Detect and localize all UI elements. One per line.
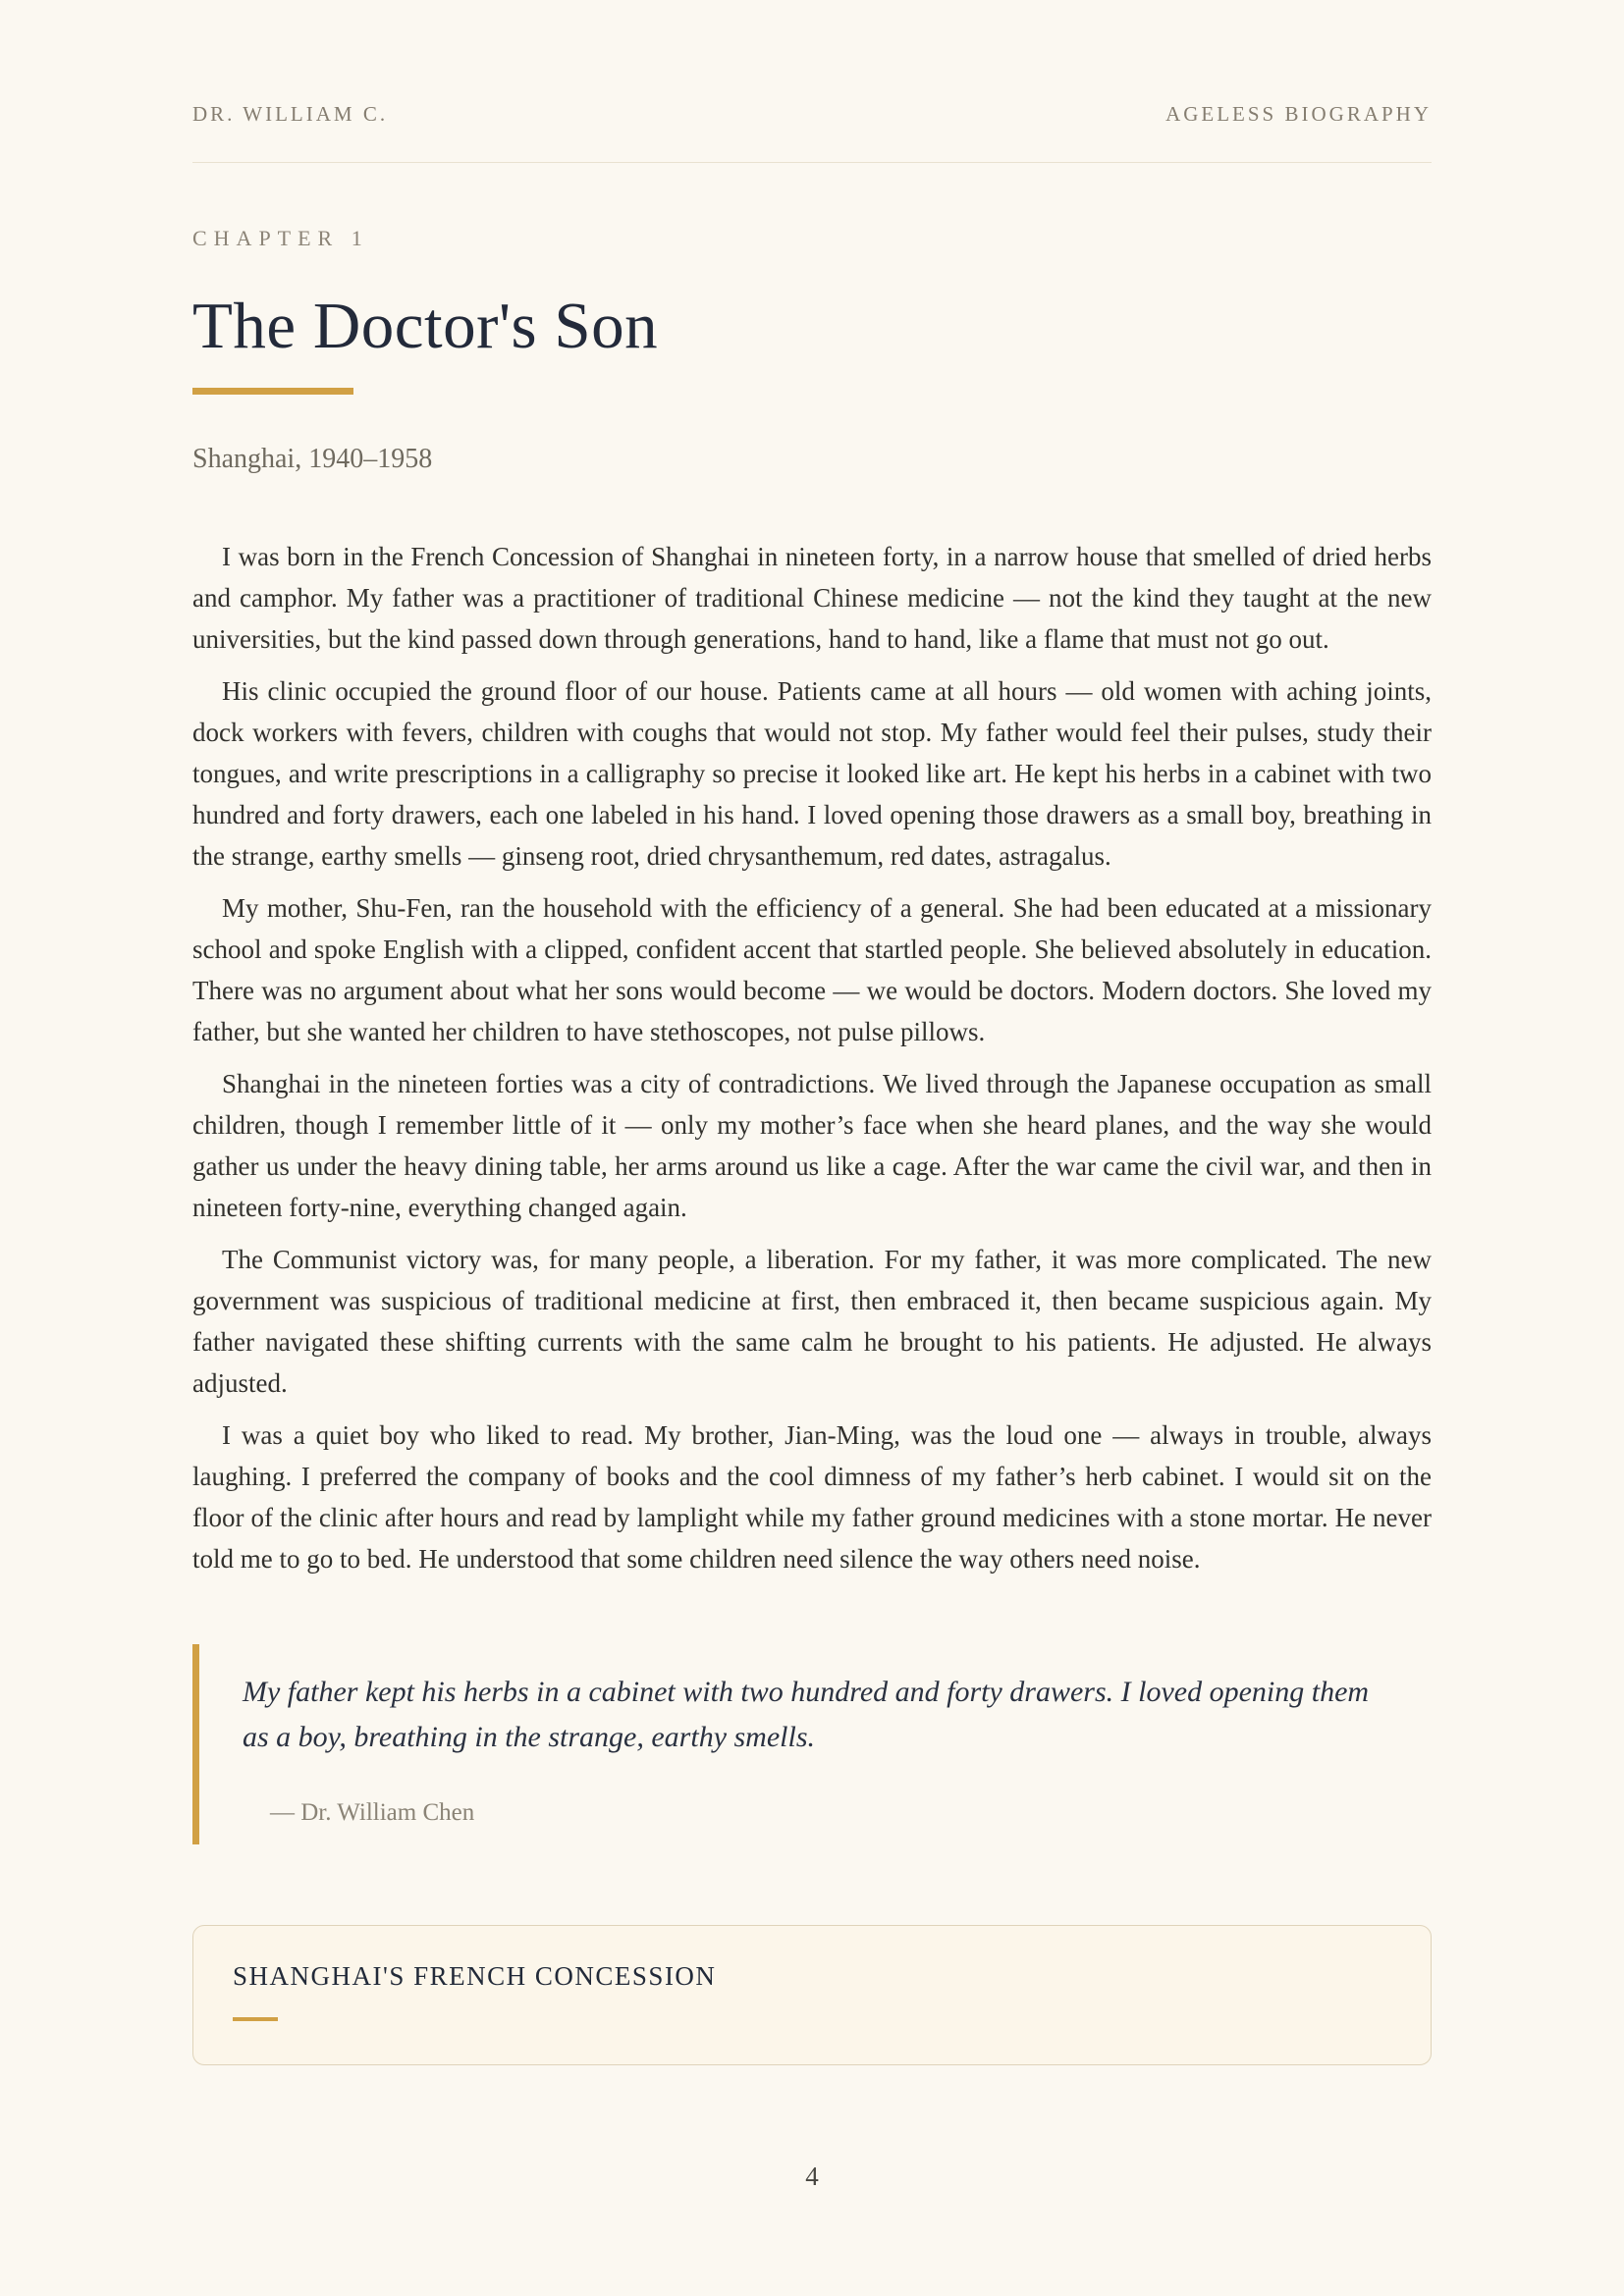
callout-title: SHANGHAI'S FRENCH CONCESSION bbox=[233, 1960, 717, 1991]
chapter-subtitle: Shanghai, 1940–1958 bbox=[192, 443, 433, 474]
body-paragraph: I was born in the French Concession of Shanghai in nineteen forty, in a narrow house that smelled of dried herbs and camphor. My father was a practitioner of traditional Chinese medicine — not the kind they taught at the new universities, but the kind passed down through generations, hand to hand, like a flame that must not go out. bbox=[192, 541, 1432, 654]
callout-accent-dash bbox=[233, 2017, 278, 2021]
chapter-body bbox=[192, 536, 1432, 1579]
header-divider-rule bbox=[192, 162, 1432, 163]
body-paragraph: My mother, Shu-Fen, ran the household with the efficiency of a general. She had been educated at a missionary school and spoke English with a clipped, confident accent that startled people. She believed absolutely in education. There was no argument about what her sons would become — we would be doctors. Modern doctors. She loved my father, but she wanted her children to have stethoscopes, not pulse pillows. bbox=[192, 892, 1432, 1046]
pull-quote-text: My father kept his herbs in a cabinet with two hundred and forty drawers. I loved opening them as a boy, breathing in the strange, earthy smells. bbox=[243, 1675, 1370, 1753]
body-paragraph: His clinic occupied the ground floor of our house. Patients came at all hours — old women with aching joints, dock workers with fevers, children with coughs that would not stop. My father would feel their pulses, study their tongues, and write prescriptions in a calligraphy so precise it looked like art. He kept his herbs in a cabinet with two hundred and forty drawers, each one labeled in his hand. I loved opening those drawers as a small boy, breathing in the strange, earthy smells — ginseng root, dried chrysanthemum, red dates, astragalus. bbox=[192, 675, 1432, 871]
page-footer bbox=[192, 2162, 1432, 2192]
callout-box bbox=[192, 1925, 1432, 2065]
running-header-author: DR. WILLIAM C. bbox=[192, 102, 389, 126]
title-accent-bar bbox=[192, 388, 353, 395]
body-paragraph: Shanghai in the nineteen forties was a city of contradictions. We lived through the Japanese occupation as small children, though I remember little of it — only my mother’s face when she heard planes, and the way she would gather us under the heavy dining table, her arms around us like a cage. After the war came the civil war, and then in nineteen forty-nine, everything changed again. bbox=[192, 1068, 1432, 1222]
chapter-title: The Doctor's Son bbox=[192, 290, 659, 362]
pull-quote bbox=[192, 1644, 1432, 1844]
pull-quote-attribution: — Dr. William Chen bbox=[270, 1798, 475, 1826]
running-header-book-title: AGELESS BIOGRAPHY bbox=[1165, 102, 1432, 126]
running-header bbox=[192, 102, 1432, 127]
body-paragraph: I was a quiet boy who liked to read. My brother, Jian-Ming, was the loud one — always in trouble, always laughing. I preferred the company of books and the cool dimness of my father’s herb cabinet. I would sit on the floor of the clinic after hours and read by lamplight while my father ground medicines with a stone mortar. He never told me to go to bed. He understood that some children need silence the way others need noise. bbox=[192, 1419, 1432, 1574]
chapter-label: CHAPTER 1 bbox=[192, 226, 369, 250]
page-number: 4 bbox=[805, 2161, 819, 2191]
body-paragraph: The Communist victory was, for many people, a liberation. For my father, it was more complicated. The new government was suspicious of traditional medicine at first, then embraced it, then became suspicious again. My father navigated these shifting currents with the same calm he brought to his patients. He adjusted. He always adjusted. bbox=[192, 1244, 1432, 1398]
